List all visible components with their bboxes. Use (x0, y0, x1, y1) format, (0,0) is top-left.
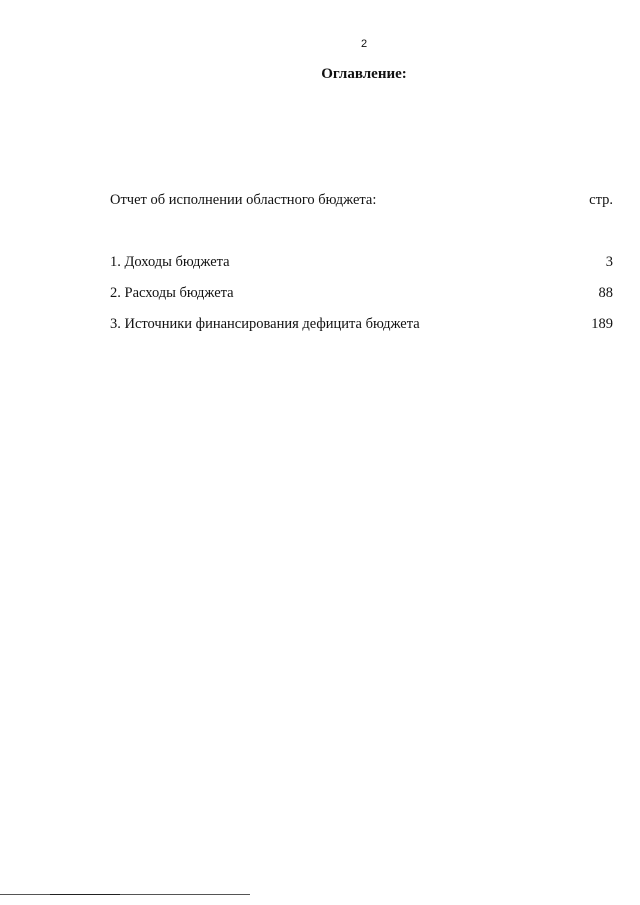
toc-header-label: Отчет об исполнении областного бюджета: (110, 192, 377, 208)
page-number: 2 (360, 38, 368, 50)
toc-entry-label: 3. Источники финансирования дефицита бюджета (110, 316, 420, 332)
toc-entry (110, 254, 613, 271)
toc-entry (110, 285, 613, 302)
toc-entry-page: 88 (598, 285, 613, 301)
footer-rule (0, 894, 250, 895)
toc-entry-label: 2. Расходы бюджета (110, 285, 234, 301)
footer-rule-accent (50, 894, 120, 895)
toc-header-page-label: стр. (589, 192, 613, 208)
table-of-contents-title: Оглавление: (321, 66, 407, 82)
toc-entry-label: 1. Доходы бюджета (110, 254, 230, 270)
toc-entry-page: 189 (591, 316, 613, 332)
toc-entry-page: 3 (605, 254, 613, 270)
toc-entry (110, 316, 613, 333)
toc-header-row (110, 192, 613, 209)
